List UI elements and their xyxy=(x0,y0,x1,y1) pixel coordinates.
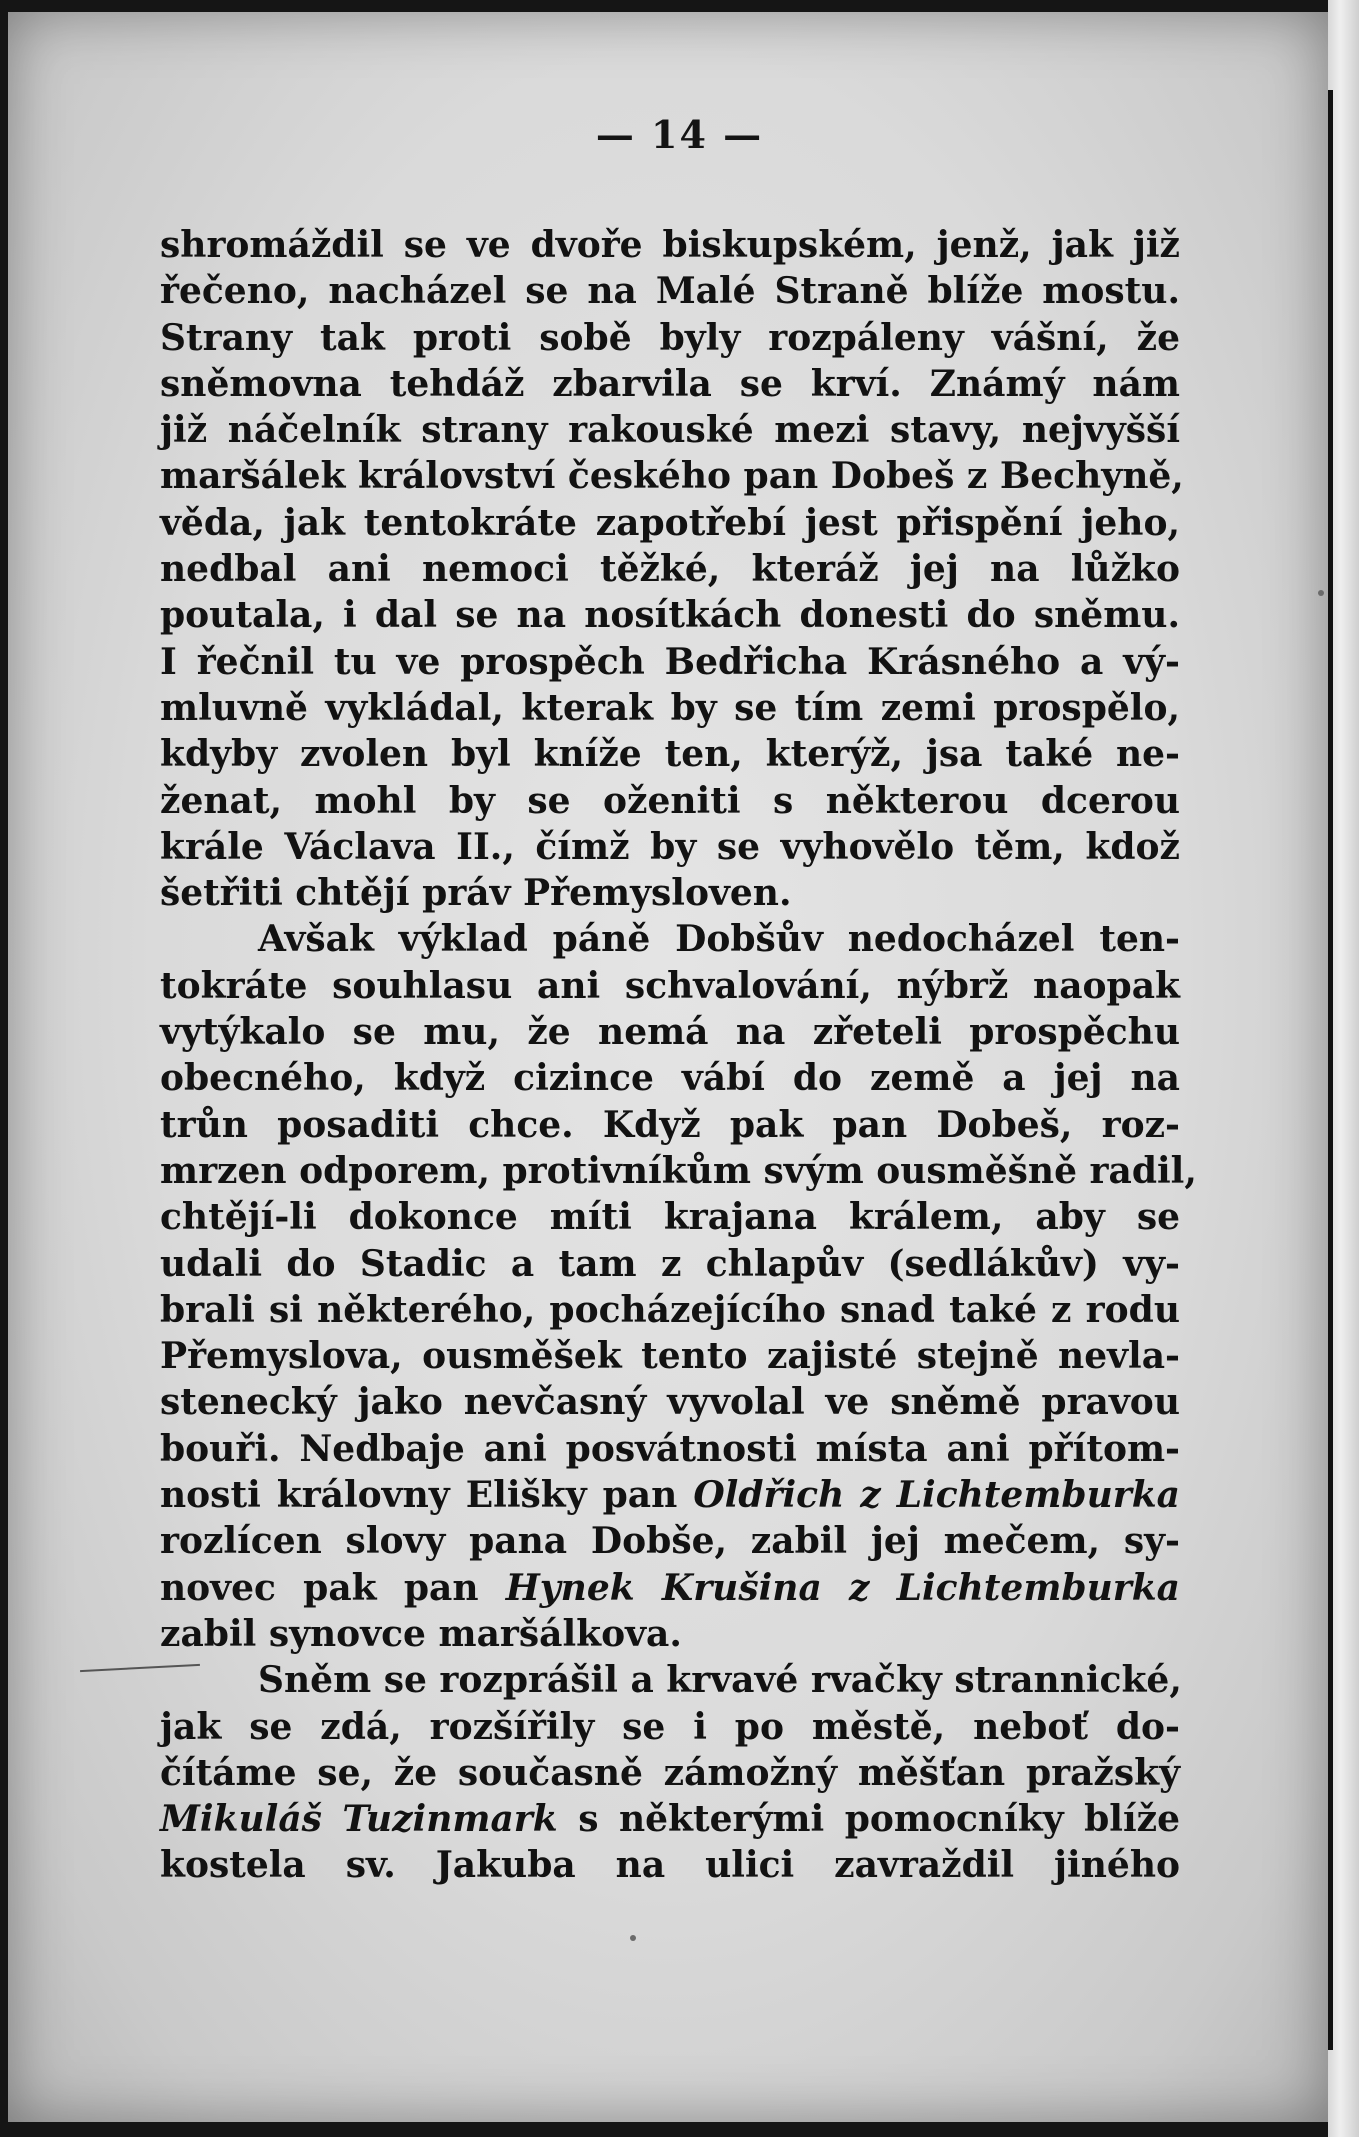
text-line: I řečnil tu ve prospěch Bedřicha Krásného a vý- xyxy=(160,640,1180,683)
text-line: bouři. Nedbaje ani posvátnosti místa ani přítom- xyxy=(160,1427,1180,1470)
text-line: ženat, mohl by se oženiti s některou dcerou xyxy=(160,779,1180,822)
text-line: nosti královny Elišky pan Oldřich z Lichtemburka xyxy=(160,1474,1180,1517)
binding-shadow xyxy=(1328,90,1333,2050)
text-line: vytýkalo se mu, že nemá na zřeteli prospěchu xyxy=(160,1011,1180,1054)
text-line: šetřiti chtějí práv Přemysloven. xyxy=(160,872,792,915)
text-line: rozlícen slovy pana Dobše, zabil jej mečem, sy- xyxy=(160,1520,1180,1563)
text-line: Avšak výklad páně Dobšův nedocházel ten- xyxy=(258,918,1180,961)
text-line: zabil synovce maršálkova. xyxy=(160,1612,682,1655)
text-line: brali si některého, pocházejícího snad také z rodu xyxy=(160,1288,1180,1331)
italic-name: Oldřich z Lichtemburka xyxy=(693,1474,1180,1517)
text-line: poutala, i dal se na nosítkách donesti do sněmu. xyxy=(160,594,1180,637)
text-line: mluvně vykládal, kterak by se tím zemi prospělo, xyxy=(160,686,1180,729)
dust-speck xyxy=(1318,590,1324,596)
italic-name: Mikuláš Tuzinmark xyxy=(160,1798,558,1841)
text-line: věda, jak tentokráte zapotřebí jest přispění jeho, xyxy=(160,501,1180,544)
italic-name: Hynek Krušina z Lichtemburka xyxy=(505,1566,1180,1609)
text-line: obecného, když cizince vábí do země a jej na xyxy=(160,1057,1180,1100)
text-line: udali do Stadic a tam z chlapův (sedlákův) vy- xyxy=(160,1242,1180,1285)
text-line: maršálek království českého pan Dobeš z Bechyně, xyxy=(160,455,1184,498)
text-line: již náčelník strany rakouské mezi stavy, nejvyšší xyxy=(160,409,1180,452)
text-line: Strany tak proti sobě byly rozpáleny vášní, že xyxy=(160,316,1180,359)
text-line: sněmovna tehdáž zbarvila se krví. Známý nám xyxy=(160,362,1180,405)
text-line: kdyby zvolen byl kníže ten, kterýž, jsa také ne- xyxy=(160,733,1180,776)
text-line: chtějí-li dokonce míti krajana králem, aby se xyxy=(160,1196,1180,1239)
text-line: jak se zdá, rozšířily se i po městě, neboť do- xyxy=(160,1705,1180,1748)
text-line: mrzen odporem, protivníkům svým ousměšně radil, xyxy=(160,1149,1197,1192)
text-line: Sněm se rozprášil a krvavé rvačky strannické, xyxy=(258,1659,1182,1702)
text-line: řečeno, nacházel se na Malé Straně blíže mostu. xyxy=(160,270,1180,313)
text-line: shromáždil se ve dvoře biskupském, jenž, jak již xyxy=(160,224,1180,266)
text-line: novec pak pan Hynek Krušina z Lichtemburka xyxy=(160,1566,1180,1609)
dust-speck xyxy=(630,1935,636,1941)
text-line: trůn posaditi chce. Když pak pan Dobeš, roz- xyxy=(160,1103,1180,1146)
page-number: — 14 — xyxy=(595,112,764,157)
text-line: čítáme se, že současně zámožný měšťan pražský xyxy=(160,1751,1180,1794)
text-line: krále Václava II., čímž by se vyhovělo těm, kdož xyxy=(160,825,1180,868)
body-text xyxy=(160,222,1197,1889)
text-line: kostela sv. Jakuba na ulici zavraždil jiného xyxy=(160,1844,1180,1887)
text-line: stenecký jako nevčasný vyvolal ve sněmě pravou xyxy=(160,1381,1180,1424)
text-line: tokráte souhlasu ani schvalování, nýbrž naopak xyxy=(160,964,1180,1007)
text-line: Mikuláš Tuzinmark s některými pomocníky blíže xyxy=(160,1798,1180,1841)
text-line: nedbal ani nemoci těžké, kteráž jej na lůžko xyxy=(160,548,1180,591)
text-line: Přemyslova, ousměšek tento zajisté stejně nevla- xyxy=(160,1335,1180,1378)
